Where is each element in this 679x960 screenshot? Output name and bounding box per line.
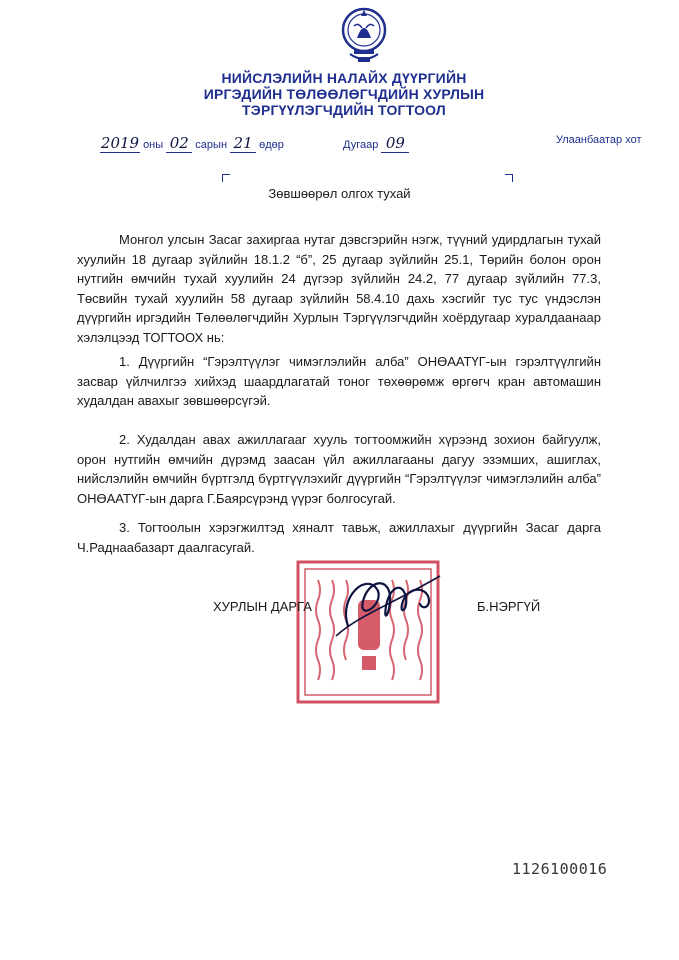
resolution-item-3: 3. Тогтоолын хэрэгжилтэд хяналт тавьж, ажиллахыг дүүргийн Засаг дарга Ч.Раднаабазарт даалгасугай. [77,520,601,555]
date-year: 2019 [100,134,140,152]
serial-number: 1126100016 [512,860,608,878]
date-month-suffix: сарын [195,139,228,151]
resolution-item-2: 2. Худалдан авах ажиллагааг хууль тогтоомжийн хүрээнд зохион байгуулж, орон нутгийн өмчийн дүрэмд заасан үйл ажиллагааны дагуу эзэмших, ашиглах, нийслэлийн өмчийн бүртгэлд бүртгүүлэхийг дүүргийн “Гэрэлтүүлэг чимэглэлийн алба” ОНӨААТҮГ-ын дарга Г.Баярсүрэнд үүрэг болгосугай. [77,432,601,506]
intro-paragraph: Монгол улсын Засаг захиргаа нутаг дэвсгэрийн нэгж, түүний удирдлагын тухай хуулийн 18 дугаар зүйлийн 18.1.2 “б”, 25 дугаар зүйлийн 25.1, Төрийн болон орон нутгийн өмчийн тухай хуулийн 24 дүгээр зүйлийн 24.2, 77 дугаар зүйлийн 77.3, Төсвийн тухай хуулийн 58 дугаар зүйлийн 58.4.10 дахь хэсгийг тус тус үндэслэн дүүргийн иргэдийн Төлөөлөгчдийн Хурлын Тэргүүлэгчдийн хоёрдугаар хуралдаанаар хэлэлцээд ТОГТООХ нь: [77,232,601,345]
header-line-2: ИРГЭДИЙН ТӨЛӨӨЛӨГЧДИЙН ХУРЛЫН [203,86,485,102]
chairman-title: ХУРЛЫН ДАРГА [213,599,312,614]
state-emblem-icon [340,4,388,66]
number-line [343,134,409,153]
resolution-item-1: 1. Дүүргийн “Гэрэлтүүлэг чимэглэлийн алба” ОНӨААТҮГ-ын гэрэлтүүлгийн засвар үйлчилгээ хийхэд шаардлагатай тоног төхөөрөмж өргөгч кран автомашин худалдан авахыг зөвшөөрсүгэй. [77,354,601,408]
chairman-name: Б.НЭРГҮЙ [477,599,541,614]
header-line-3: ТЭРГҮҮЛЭГЧДИЙН ТОГТООЛ [242,102,446,118]
corner-mark-left [222,174,230,182]
subject-title: Зөвшөөрөл олгох тухай [268,186,411,201]
date-line [100,134,284,153]
date-day: 21 [230,134,256,153]
date-day-suffix: өдөр [259,139,284,151]
number-value: 09 [381,134,409,153]
number-label: Дугаар [343,139,379,151]
handwritten-signature-icon [328,566,446,640]
date-year-suffix: оны [143,139,164,151]
city: Улаанбаатар хот [556,134,642,146]
header-line-1: НИЙСЛЭЛИЙН НАЛАЙХ ДҮҮРГИЙН [221,70,467,86]
date-month: 02 [166,134,192,153]
corner-mark-right [505,174,513,182]
